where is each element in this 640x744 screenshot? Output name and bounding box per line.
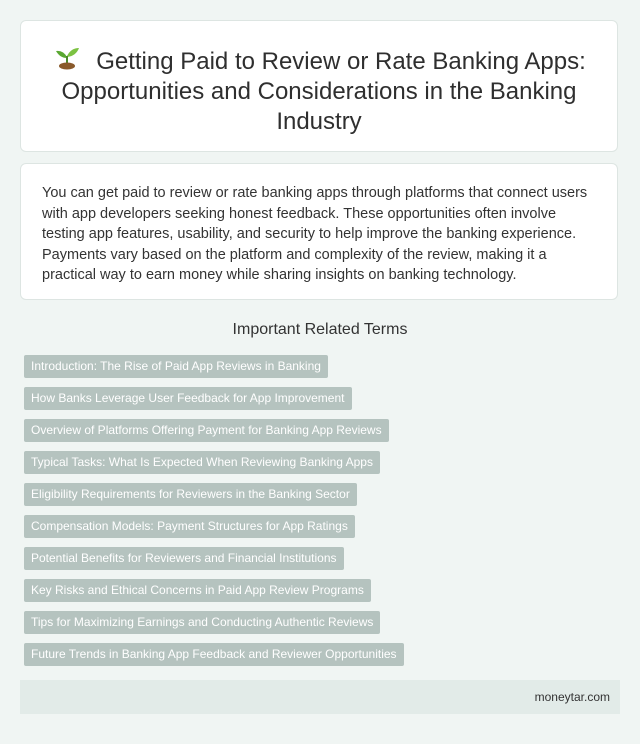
term-tag[interactable]: Future Trends in Banking App Feedback and Reviewer Opportunities <box>24 643 404 666</box>
list-item <box>24 579 624 611</box>
term-tag[interactable]: Typical Tasks: What Is Expected When Reviewing Banking Apps <box>24 451 380 474</box>
term-tag[interactable]: Tips for Maximizing Earnings and Conducting Authentic Reviews <box>24 611 380 634</box>
list-item <box>24 643 624 675</box>
related-terms-heading: Important Related Terms <box>232 321 408 338</box>
list-item <box>24 419 624 451</box>
page-title-text: Getting Paid to Review or Rate Banking Apps: Opportunities and Considerations in the Banking Industry <box>61 48 586 135</box>
intro-paragraph: You can get paid to review or rate banking apps through platforms that connect users with app developers seeking honest feedback. These opportunities often involve testing app features, usability, and security to help improve the banking experience. Payments vary based on the platform and complexity of the review, making it a practical way to earn money while sharing insights on banking technology. <box>42 185 588 283</box>
term-tag[interactable]: Overview of Platforms Offering Payment for Banking App Reviews <box>24 419 389 442</box>
term-tag[interactable]: Compensation Models: Payment Structures for App Ratings <box>24 515 355 538</box>
list-item <box>24 611 624 643</box>
term-tag[interactable]: How Banks Leverage User Feedback for App Improvement <box>24 387 352 410</box>
term-tag[interactable]: Introduction: The Rise of Paid App Reviews in Banking <box>24 355 328 378</box>
sprout-icon <box>52 45 82 71</box>
term-tag[interactable]: Eligibility Requirements for Reviewers in the Banking Sector <box>24 483 357 506</box>
intro-card <box>20 163 618 300</box>
list-item <box>24 547 624 579</box>
term-tag[interactable]: Key Risks and Ethical Concerns in Paid App Review Programs <box>24 579 371 602</box>
list-item <box>24 515 624 547</box>
page-title <box>43 45 595 137</box>
list-item <box>24 451 624 483</box>
list-item <box>24 355 624 387</box>
related-terms-list <box>24 355 624 675</box>
footer <box>20 680 620 714</box>
list-item <box>24 483 624 515</box>
footer-site-link[interactable]: moneytar.com <box>534 690 610 704</box>
title-card <box>20 20 618 152</box>
term-tag[interactable]: Potential Benefits for Reviewers and Financial Institutions <box>24 547 344 570</box>
list-item <box>24 387 624 419</box>
